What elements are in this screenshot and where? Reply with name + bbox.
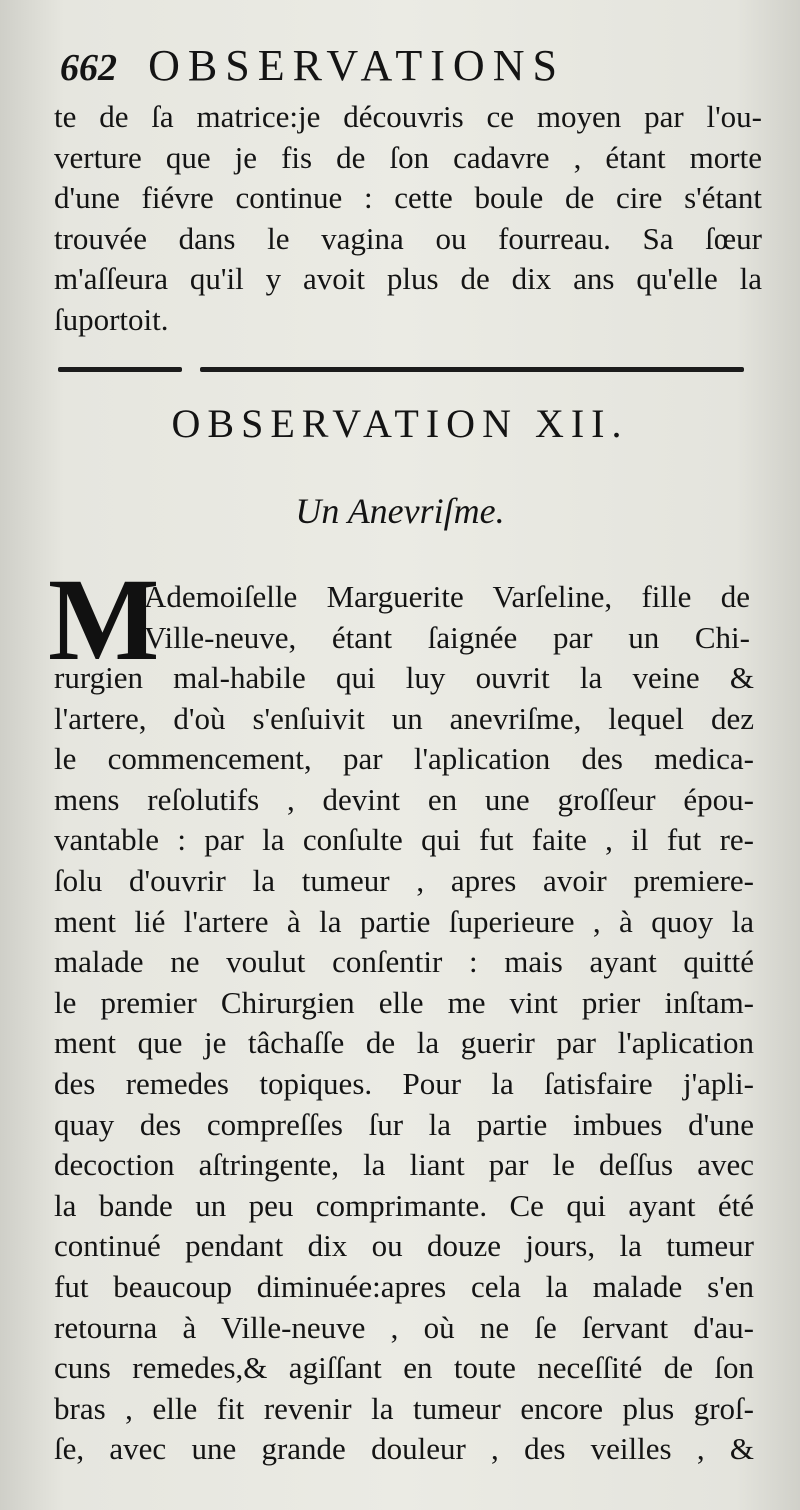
text-line: continué pendant dix ou douze jours, la tumeur — [54, 1228, 754, 1264]
text-line: ſolu d'ouvrir la tumeur , apres avoir premiere- — [54, 862, 754, 898]
text-line: Ademoiſelle Marguerite Varſeline, fille de — [144, 579, 750, 614]
text-line: trouvée dans le vagina ou fourreau. Sa ſœur — [54, 220, 762, 256]
text-line: mens reſolutifs , devint en une groſſeur épou- — [54, 781, 754, 817]
running-title: OBSERVATIONS — [148, 41, 565, 90]
text-line: te de ſa matrice:je découvris ce moyen par l'ou- — [54, 99, 762, 134]
observation-subtitle: Un Anevriſme. — [295, 491, 505, 531]
text-line: ſe, avec une grande douleur , des veilles , & — [54, 1431, 754, 1467]
text-line: ment que je tâchaſſe de la guerir par l'aplication — [54, 1025, 754, 1061]
text-line: l'artere, d'où s'enſuivit un anevriſme, lequel dez — [54, 700, 754, 736]
section-rule-left — [58, 367, 182, 372]
text-line: vantable : par la conſulte qui fut faite , il fut re- — [54, 822, 754, 858]
page-number: 662 — [60, 47, 117, 89]
text-line: des remedes topiques. Pour la ſatisfaire j'apli- — [54, 1065, 754, 1101]
text-line: le premier Chirurgien elle me vint prier inſtam- — [54, 984, 754, 1020]
text-line: ment lié l'artere à la partie ſuperieure , à quoy la — [54, 903, 754, 939]
text-line: la bande un peu comprimante. Ce qui ayant été — [54, 1187, 754, 1223]
text-line: bras , elle fit revenir la tumeur encore plus groſ- — [54, 1390, 754, 1426]
text-line: le commencement, par l'aplication des medica- — [54, 741, 754, 777]
section-rule-right — [200, 367, 744, 372]
carry-over-paragraph — [54, 97, 762, 341]
text-line: rurgien mal-habile qui luy ouvrit la veine & — [54, 660, 754, 695]
text-line: retourna à Ville-neuve , où ne ſe ſervant d'au- — [54, 1309, 754, 1345]
drop-cap-initial: M — [48, 554, 160, 685]
text-line: fut beaucoup diminuée:apres cela la malade s'en — [54, 1268, 754, 1304]
running-header — [60, 40, 760, 100]
text-line: malade ne voulut conſentir : mais ayant quitté — [54, 944, 754, 980]
text-line: Ville-neuve, étant ſaignée par un Chi- — [144, 619, 750, 655]
text-line: d'une fiévre continue : cette boule de cire s'étant — [54, 180, 762, 216]
text-line: decoction aſtringente, la liant par le deſſus avec — [54, 1147, 754, 1183]
paragraph-opening-lines — [144, 577, 750, 658]
text-line: m'aſſeura qu'il y avoit plus de dix ans qu'elle la — [54, 261, 762, 297]
text-line: ſuportoit. — [54, 301, 169, 337]
text-line: quay des compreſſes ſur la partie imbues d'une — [54, 1106, 754, 1142]
observation-heading: OBSERVATION XII. — [171, 401, 629, 446]
text-line: verture que je fis de ſon cadavre , étant morte — [54, 139, 762, 175]
observation-paragraph — [54, 658, 754, 1470]
text-line: cuns remedes,& agiſſant en toute neceſſité de ſon — [54, 1350, 754, 1386]
